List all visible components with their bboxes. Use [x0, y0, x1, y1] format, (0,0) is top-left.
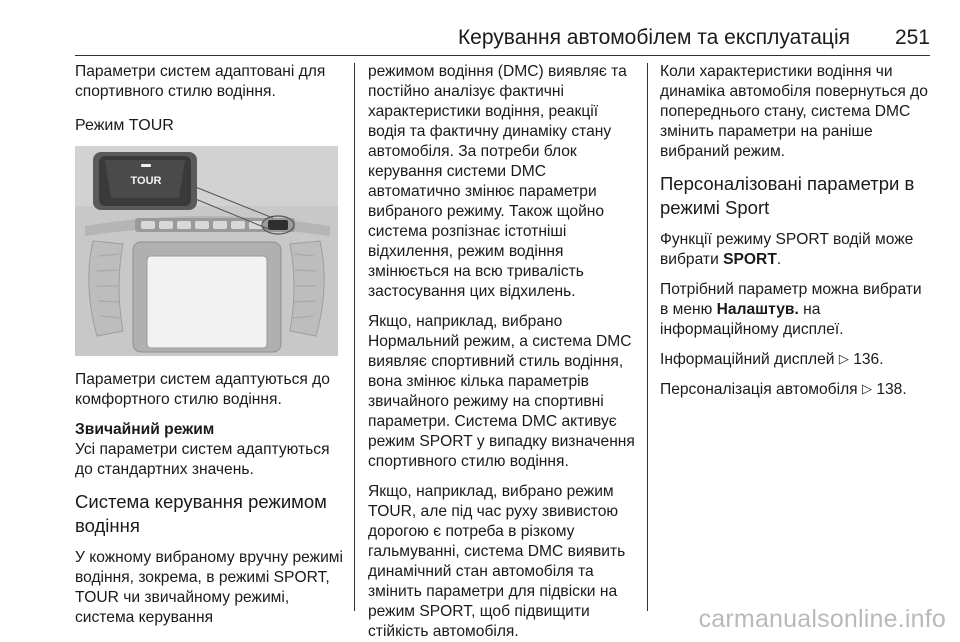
watermark: carmanualsonline.info — [698, 605, 946, 633]
page-number: 251 — [894, 26, 930, 49]
sport-functions-text: Функції режиму SPORT водій може вибрати SPORT. — [660, 231, 914, 268]
column-1 — [75, 62, 343, 638]
normal-mode-heading: Звичайний режим — [75, 421, 215, 438]
page-reference-arrow-icon: ▷ — [838, 351, 849, 366]
column-3 — [660, 62, 932, 410]
vehicle-personalization-reference[interactable]: Персоналізація автомобіля ▷ 138. — [660, 381, 907, 398]
settings-menu-keyword: Налаштув. — [716, 301, 799, 318]
dmc-paragraph-3: Якщо, наприклад, вибрано режим TOUR, але під час руху звивистою дорогою є потреба в різкому гальмуванні, система DMC виявить динамічний стан автомобіля та змінить параметри для підвіски на режим SPORT, щоб підвищити стійкість автомобіля. — [368, 483, 626, 640]
info-display-reference[interactable]: Інформаційний дисплей ▷ 136. — [660, 351, 884, 368]
normal-mode-text: Усі параметри систем адаптуються до стандартних значень. — [75, 441, 330, 478]
sport-intro-text: Параметри систем адаптовані для спортивного стилю водіння. — [75, 63, 326, 100]
tour-button-label: TOUR — [130, 175, 162, 187]
settings-menu-text: Потрібний параметр можна вибрати в меню Налаштув. на інформаційному дисплеї. — [660, 281, 922, 338]
column-divider-1 — [354, 63, 355, 611]
dmc-paragraph-2: Якщо, наприклад, вибрано Нормальний режим, а система DMC виявляє спортивний стиль водіння, вона змінює кілька параметрів звичайного режиму на спортивні параметри. Система DMC активує режим SPORT у випадку визначення спортивного стилю водіння. — [368, 313, 635, 470]
sport-keyword: SPORT — [723, 251, 777, 268]
dmc-paragraph-1: режимом водіння (DMC) виявляє та постійно аналізує фактичні характеристики водіння, реакції водія та фактичну динаміку стану автомобіля. За потреби блок керування системи DMC автоматично змінює параметри вибраного режиму. Також щойно система розпізнає істотніші відхилення, режим водіння змінюється на всю тривалість застосування цих відхилень. — [368, 63, 627, 300]
header-title: Керування автомобілем та експлуатація — [457, 26, 850, 49]
page-header — [75, 22, 930, 56]
tour-button-figure — [75, 146, 338, 356]
sport-personalization-heading: Персоналізовані параметри в режимі Sport — [660, 173, 915, 218]
column-divider-2 — [647, 63, 648, 611]
vehicle-personalization-page-ref: 138 — [876, 381, 903, 398]
page-reference-arrow-icon: ▷ — [861, 381, 872, 396]
dmc-heading: Система керування режимом водіння — [75, 491, 327, 536]
tour-mode-heading: Режим TOUR — [75, 117, 174, 134]
header-rule — [75, 55, 930, 56]
dashboard-illustration — [75, 146, 338, 356]
dmc-paragraph-4: Коли характеристики водіння чи динаміка автомобіля повернуться до попереднього стану, система DMC змінить параметри на раніше вибраний режим. — [660, 63, 928, 160]
info-display-page-ref: 136 — [853, 351, 880, 368]
dmc-intro-text: У кожному вибраному вручну режимі водіння, зокрема, в режимі SPORT, TOUR чи звичайному режимі, система керування — [75, 549, 343, 626]
column-2 — [368, 62, 636, 642]
tour-mode-text: Параметри систем адаптуються до комфортного стилю водіння. — [75, 371, 330, 408]
